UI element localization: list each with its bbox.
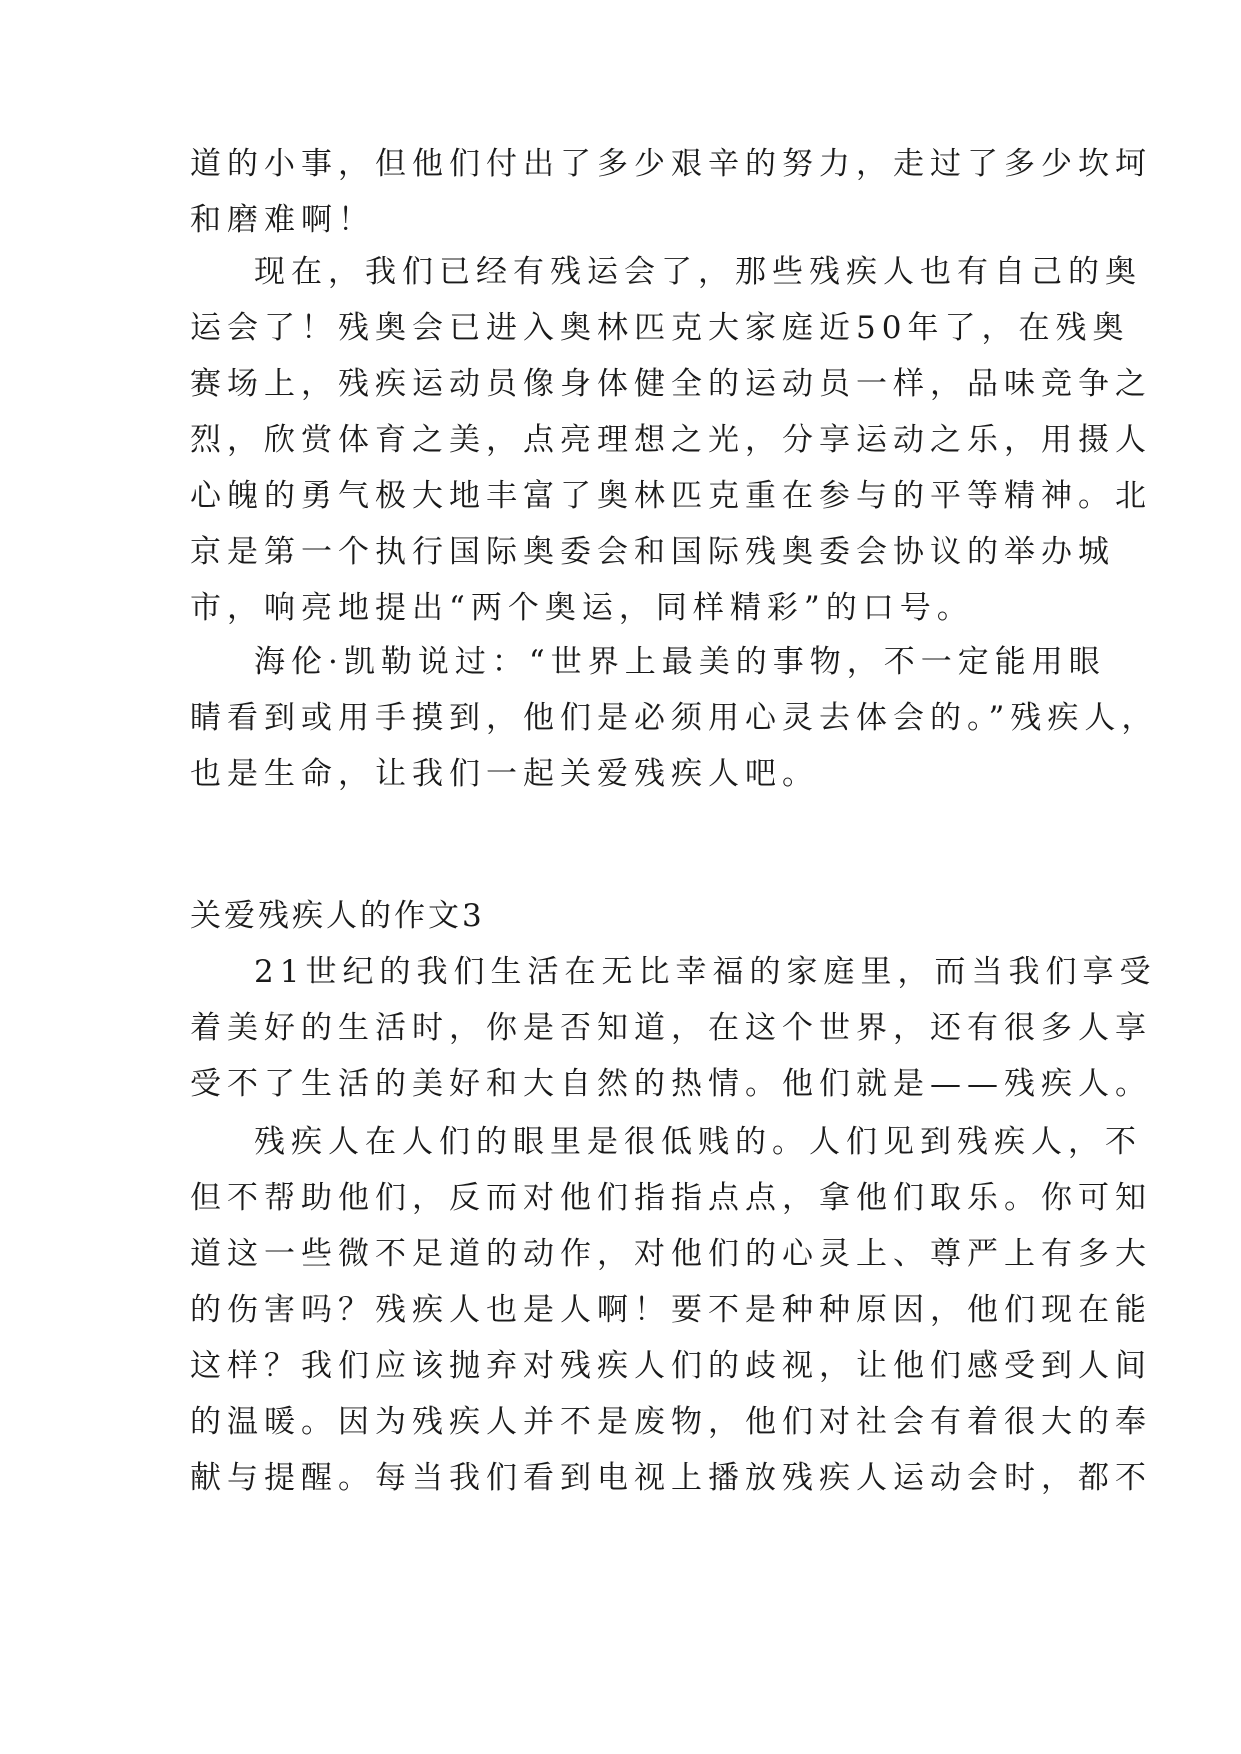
paragraph-5-line-3: 道这一些微不足道的动作，对他们的心灵上、尊严上有多大 xyxy=(190,1236,1152,1272)
paragraph-1-line-1: 道的小事，但他们付出了多少艰辛的努力，走过了多少坎坷 xyxy=(190,146,1152,182)
paragraph-5-line-2: 但不帮助他们，反而对他们指指点点，拿他们取乐。你可知 xyxy=(190,1180,1152,1216)
paragraph-1-line-2: 和磨难啊！ xyxy=(190,202,375,238)
paragraph-2-line-2: 运会了！残奥会已进入奥林匹克大家庭近50年了，在残奥 xyxy=(190,310,1130,346)
paragraph-4-line-2: 着美好的生活时，你是否知道，在这个世界，还有很多人享 xyxy=(190,1010,1152,1046)
paragraph-2-line-3: 赛场上，残疾运动员像身体健全的运动员一样，品味竞争之 xyxy=(190,366,1152,402)
paragraph-5-line-5: 这样？我们应该抛弃对残疾人们的歧视，让他们感受到人间 xyxy=(190,1348,1152,1384)
paragraph-5-line-6: 的温暖。因为残疾人并不是废物，他们对社会有着很大的奉 xyxy=(190,1404,1152,1440)
paragraph-2-line-7: 市，响亮地提出“两个奥运，同样精彩”的口号。 xyxy=(190,590,974,626)
paragraph-2-line-6: 京是第一个执行国际奥委会和国际残奥委会协议的举办城 xyxy=(190,534,1115,570)
paragraph-4-line-1: 21世纪的我们生活在无比幸福的家庭里，而当我们享受 xyxy=(254,954,1157,990)
paragraph-3-line-3: 也是生命，让我们一起关爱残疾人吧。 xyxy=(190,756,819,792)
paragraph-3-line-1: 海伦·凯勒说过：“世界上最美的事物，不一定能用眼 xyxy=(254,644,1106,680)
paragraph-2-line-1: 现在，我们已经有残运会了，那些残疾人也有自己的奥 xyxy=(254,254,1142,290)
paragraph-4-line-3: 受不了生活的美好和大自然的热情。他们就是——残疾人。 xyxy=(190,1066,1152,1102)
paragraph-2-line-4: 烈，欣赏体育之美，点亮理想之光，分享运动之乐，用摄人 xyxy=(190,422,1152,458)
section-heading: 关爱残疾人的作文3 xyxy=(190,898,485,934)
paragraph-2-line-5: 心魄的勇气极大地丰富了奥林匹克重在参与的平等精神。北 xyxy=(190,478,1152,514)
paragraph-3-line-2: 睛看到或用手摸到，他们是必须用心灵去体会的。”残疾人， xyxy=(190,700,1159,736)
paragraph-5-line-1: 残疾人在人们的眼里是很低贱的。人们见到残疾人，不 xyxy=(254,1124,1142,1160)
paragraph-5-line-4: 的伤害吗？残疾人也是人啊！要不是种种原因，他们现在能 xyxy=(190,1292,1152,1328)
paragraph-5-line-7: 献与提醒。每当我们看到电视上播放残疾人运动会时，都不 xyxy=(190,1460,1152,1496)
